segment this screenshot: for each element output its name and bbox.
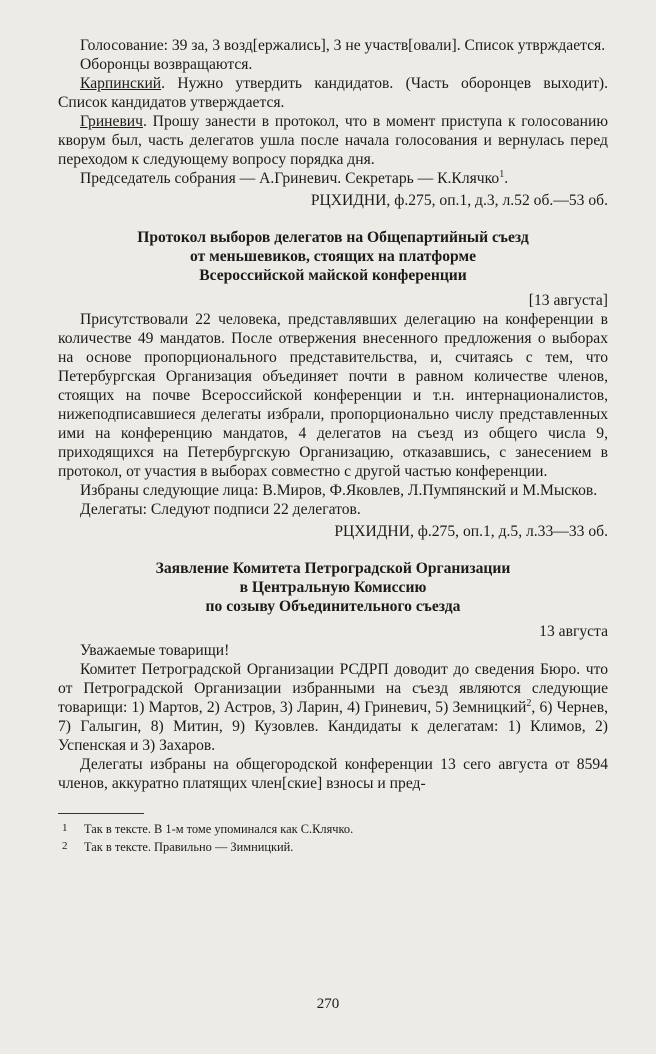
election-protocol [58,228,608,541]
footnote-ref: 1 [499,168,505,180]
paragraph-text: , 6) Чернев, 7) Галыгин, 8) Митин, 9) Кузовлев. Кандидаты к делегатам: 1) Климов, 2) Успенская и 3) Захаров. [58,699,608,754]
footnote-text: Так в тексте. В 1-м томе упоминался как С.Клячко. [84,822,354,836]
paragraph: Присутствовали 22 человека, представлявших делегацию на конференции в количестве 49 мандатов. После отвержения внесенного предложения о выборах на основе пропорционального представительства, и, считаясь с тем, что Петербургская Организация объединяет почти в равном количестве членов, стоящих на почве Всероссийской конференции и т.н. интернационалистов, нижеподписавшиеся делегаты избрали, пропорционально числу представленных ими на конференцию мандатов, 4 делегатов на съезд из общего числа 9, приходящихся на Петербургскую Организацию, отказавшись, с занесением в протокол, от участия в выборах совместно с другой частью конференции. [58,311,608,480]
paragraph: Делегаты: Следуют подписи 22 делегатов. [80,501,361,518]
grinevich-remark [58,112,608,169]
remark-text: . Нужно утвердить кандидатов. (Часть оборонцев выходит). Список кандидатов утверждается. [58,75,608,111]
paragraph: Избраны следующие лица: В.Миров, Ф.Яковлев, Л.Пумпянский и М.Мысков. [80,482,598,499]
footnote [58,838,608,856]
title-line: Заявление Комитета Петроградской Организации [155,560,511,577]
title-line: Протокол выборов делегатов на Общепартийный съезд [137,229,529,246]
footnote [58,820,608,838]
protocol-continuation [58,36,608,210]
chair-secretary [58,169,608,188]
archive-source: РЦХИДНИ, ф.275, оп.1, д.5, л.33—33 об. [334,523,608,540]
greeting: Уважаемые товарищи! [80,642,230,659]
remark-text: . Прошу занести в протокол, что в момент приступа к голосованию кворум был, часть делегатов ушла после начала голосования и вернулась перед переходом к следующему вопросу порядка дня. [58,113,608,168]
section-date: 13 августа [539,623,608,640]
title-line: Всероссийской майской конференции [199,267,467,284]
paragraph [58,660,608,755]
chair-text-end: . [504,170,509,187]
footnote-number: 2 [62,840,68,852]
defenders-return: Оборонцы возвращаются. [80,56,253,73]
speaker-name: Гриневич [80,113,143,130]
footnote-number: 1 [62,822,68,834]
title-line: от меньшевиков, стоящих на платформе [189,248,476,265]
paragraph: Делегаты избраны на общегородской конференции 13 сего августа от 8594 членов, аккуратно платящих член[ские] взносы и пред- [58,756,608,792]
committee-statement [58,559,608,793]
title-line: в Центральную Комиссию [239,579,427,596]
section-title [58,559,608,616]
archive-source: РЦХИДНИ, ф.275, оп.1, д.3, л.52 об.—53 об. [310,192,608,209]
title-line: по созыву Объединительного съезда [205,598,461,615]
speaker-name: Карпинский [80,75,162,92]
page-number: 270 [316,996,340,1012]
footnote-ref: 2 [526,697,532,709]
footnote-text: Так в тексте. Правильно — Зимницкий. [84,840,294,854]
footnotes [58,820,608,856]
section-date: [13 августа] [528,292,608,309]
footnote-rule [58,813,144,814]
paragraph-text: Комитет Петроградской Организации РСДРП доводит до сведения Бюро. что от Петроградской Организации избранными на съезд являются следующие товарищи: 1) Мартов, 2) Астров, 3) Ларин, 4) Гриневич, 5) Земницкий [58,661,608,716]
chair-text: Председатель собрания — А.Гриневич. Секретарь — К.Клячко [80,170,500,187]
vote-result: Голосование: 39 за, 3 возд[ержались], 3 не участв[овали]. Список утврждается. [80,37,606,54]
section-title [58,228,608,285]
karpinsky-remark [58,74,608,112]
